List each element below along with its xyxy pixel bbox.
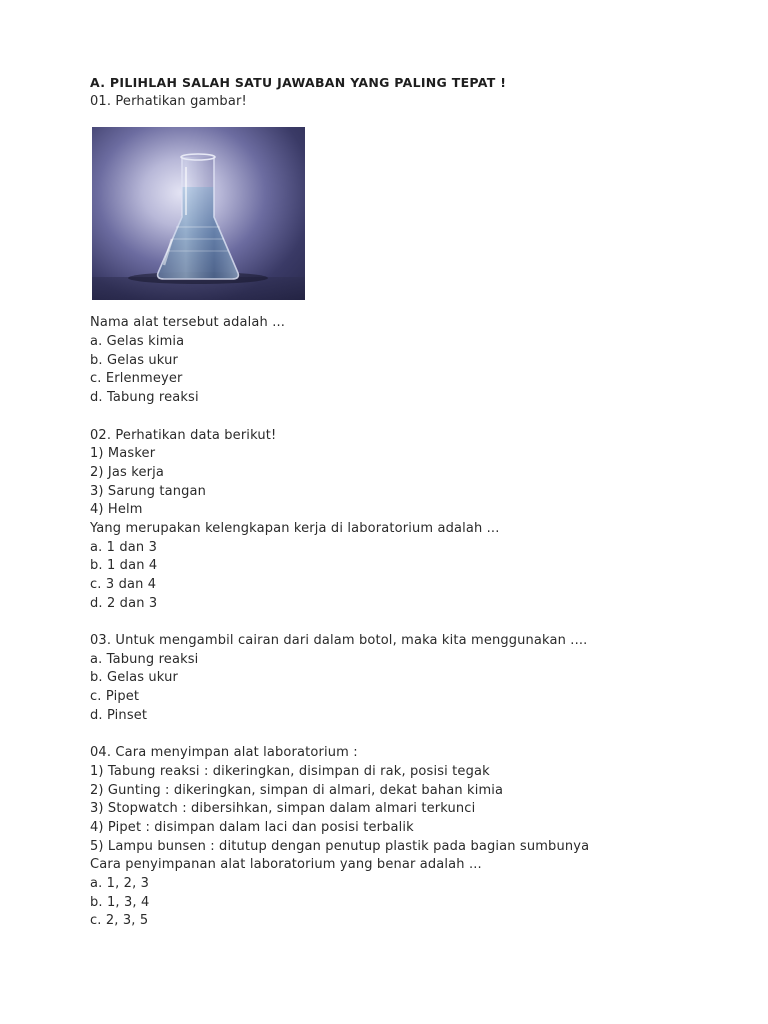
- answer-option[interactable]: d. Pinset: [90, 707, 148, 723]
- answer-option[interactable]: a. 1 dan 3: [90, 539, 157, 555]
- answer-option[interactable]: a. Tabung reaksi: [90, 651, 199, 667]
- numbered-item: 4) Helm: [90, 502, 143, 518]
- section-heading: A. PILIHLAH SALAH SATU JAWABAN YANG PALING TEPAT !: [90, 75, 507, 90]
- question-stem: 02. Perhatikan data berikut!: [90, 427, 277, 443]
- question-02: [90, 427, 730, 614]
- answer-option[interactable]: d. Tabung reaksi: [90, 390, 199, 406]
- question-prompt: Yang merupakan kelengkapan kerja di laboratorium adalah ...: [90, 520, 500, 536]
- spacer: [90, 613, 730, 632]
- question-stem: 01. Perhatikan gambar!: [90, 93, 247, 109]
- answer-option[interactable]: b. 1 dan 4: [90, 558, 158, 574]
- answer-option[interactable]: a. 1, 2, 3: [90, 876, 150, 891]
- spacer: [90, 726, 730, 745]
- worksheet-page: [90, 74, 730, 931]
- answer-option[interactable]: c. Pipet: [90, 689, 140, 705]
- question-stem: 04. Cara menyimpan alat laboratorium :: [90, 745, 358, 761]
- question-01: [90, 93, 730, 408]
- numbered-item: 2) Jas kerja: [90, 464, 164, 480]
- answer-option[interactable]: b. Gelas ukur: [90, 352, 178, 368]
- question-04: [90, 744, 730, 931]
- spacer: [90, 408, 730, 427]
- answer-option[interactable]: c. 2, 3, 5: [90, 913, 149, 929]
- erlenmeyer-flask-photo: [92, 127, 305, 300]
- question-stem: 03. Untuk mengambil cairan dari dalam botol, maka kita menggunakan ....: [90, 633, 588, 649]
- answer-option[interactable]: b. Gelas ukur: [90, 670, 178, 686]
- answer-option[interactable]: d. 2 dan 3: [90, 595, 158, 611]
- numbered-item: 3) Sarung tangan: [90, 483, 207, 499]
- erlenmeyer-flask-icon: [92, 127, 305, 300]
- answer-option[interactable]: c. 3 dan 4: [90, 577, 157, 592]
- question-03: [90, 632, 730, 725]
- answer-option[interactable]: c. Erlenmeyer: [90, 371, 183, 387]
- numbered-item: 1) Masker: [90, 446, 156, 462]
- numbered-item: 1) Tabung reaksi : dikeringkan, disimpan di rak, posisi tegak: [90, 763, 490, 779]
- numbered-item: 2) Gunting : dikeringkan, simpan di almari, dekat bahan kimia: [90, 782, 504, 798]
- answer-option[interactable]: a. Gelas kimia: [90, 334, 185, 350]
- numbered-item: 3) Stopwatch : dibersihkan, simpan dalam almari terkunci: [90, 801, 476, 817]
- numbered-item: 4) Pipet : disimpan dalam laci dan posisi terbalik: [90, 819, 414, 835]
- numbered-item: 5) Lampu bunsen : ditutup dengan penutup plastik pada bagian sumbunya: [90, 838, 590, 854]
- question-prompt: Cara penyimpanan alat laboratorium yang benar adalah ...: [90, 857, 482, 873]
- answer-option[interactable]: b. 1, 3, 4: [90, 894, 150, 910]
- question-prompt: Nama alat tersebut adalah ...: [90, 315, 286, 331]
